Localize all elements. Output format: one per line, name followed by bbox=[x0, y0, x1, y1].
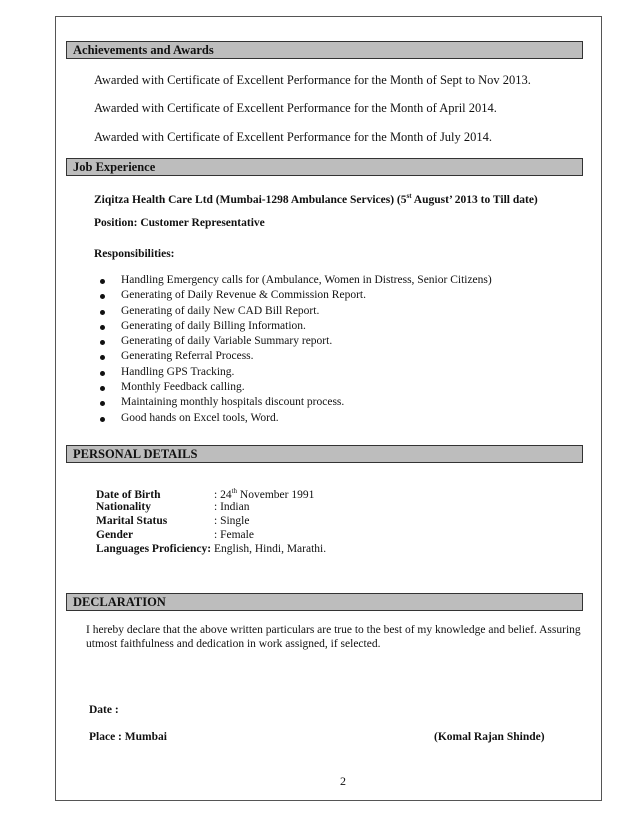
list-item: Generating of daily Variable Summary report. bbox=[94, 334, 492, 349]
declaration-heading: DECLARATION bbox=[66, 593, 583, 611]
list-item: Handling Emergency calls for (Ambulance, Women in Distress, Senior Citizens) bbox=[94, 273, 492, 288]
nationality-row bbox=[96, 501, 249, 513]
place-label: Place : Mumbai bbox=[89, 731, 167, 743]
dob-row bbox=[96, 487, 314, 501]
nationality-value: : Indian bbox=[214, 501, 250, 513]
list-item: Maintaining monthly hospitals discount process. bbox=[94, 395, 492, 410]
languages-label: Languages Proficiency: bbox=[96, 543, 212, 555]
page-frame bbox=[55, 16, 602, 801]
gender-value: : Female bbox=[214, 529, 254, 541]
languages-value: English, Hindi, Marathi. bbox=[211, 543, 327, 555]
declaration-text-1: I hereby declare that the above written particulars are true to the best of my knowledge and belief. Assuring bbox=[86, 624, 581, 636]
position-line: Position: Customer Representative bbox=[94, 217, 265, 229]
dob-day: : 24 bbox=[214, 488, 232, 501]
company-text: Ziqitza Health Care Ltd (Mumbai-1298 Ambulance Services) (5 bbox=[94, 193, 407, 206]
gender-row bbox=[96, 529, 254, 541]
company-date: August’ 2013 to Till date) bbox=[411, 193, 538, 206]
dob-sup: th bbox=[231, 487, 238, 495]
list-item: Generating of daily New CAD Bill Report. bbox=[94, 304, 492, 319]
marital-label: Marital Status bbox=[96, 515, 168, 527]
nationality-label: Nationality bbox=[96, 501, 151, 513]
responsibilities-list bbox=[94, 273, 492, 426]
company-line bbox=[94, 192, 538, 206]
page-number: 2 bbox=[340, 774, 346, 788]
list-item: Generating of daily Billing Information. bbox=[94, 319, 492, 334]
job-experience-heading: Job Experience bbox=[66, 158, 583, 176]
signature-name: (Komal Rajan Shinde) bbox=[434, 731, 545, 743]
languages-row bbox=[96, 543, 326, 555]
list-item: Handling GPS Tracking. bbox=[94, 365, 492, 380]
dob-label: Date of Birth bbox=[96, 488, 161, 501]
achievement-item: Awarded with Certificate of Excellent Performance for the Month of July 2014. bbox=[94, 130, 493, 144]
achievement-item: Awarded with Certificate of Excellent Performance for the Month of April 2014. bbox=[94, 101, 497, 115]
list-item: Monthly Feedback calling. bbox=[94, 380, 492, 395]
company-sup: st bbox=[406, 192, 412, 200]
responsibilities-heading: Responsibilities: bbox=[94, 248, 175, 260]
marital-row bbox=[96, 515, 249, 527]
dob-month-year: November 1991 bbox=[237, 488, 315, 501]
list-item: Generating Referral Process. bbox=[94, 349, 492, 364]
gender-label: Gender bbox=[96, 529, 134, 541]
declaration-text-2: utmost faithfulness and dedication in work assigned, if selected. bbox=[86, 638, 381, 650]
list-item: Generating of Daily Revenue & Commission Report. bbox=[94, 288, 492, 303]
achievements-heading: Achievements and Awards bbox=[66, 41, 583, 59]
achievement-item: Awarded with Certificate of Excellent Performance for the Month of Sept to Nov 2013. bbox=[94, 73, 531, 87]
marital-value: : Single bbox=[214, 515, 250, 527]
list-item: Good hands on Excel tools, Word. bbox=[94, 411, 492, 426]
personal-details-heading: PERSONAL DETAILS bbox=[66, 445, 583, 463]
dob-value bbox=[214, 489, 314, 501]
date-label: Date : bbox=[89, 704, 119, 716]
